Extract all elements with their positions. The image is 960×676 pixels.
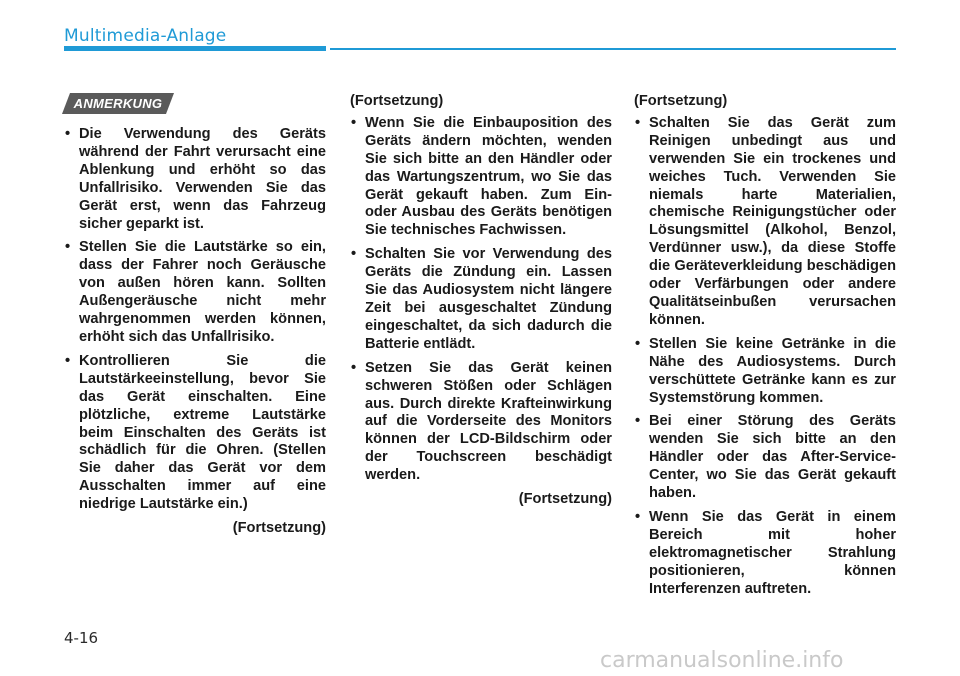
list-item [634,336,896,408]
list-item-text: Setzen Sie das Gerät keinen schweren Stößen oder Schlägen aus. Durch direkte Krafteinwirkung auf die Vorderseite des Monitors können der LCD-Bildschirm oder der Touchscreen beschädigt werden. [365,359,612,484]
page-number: 4-16 [64,629,99,647]
bullet-icon: • [351,359,357,376]
list-item [64,353,326,514]
list-item [634,413,896,503]
column-3-list [634,115,896,599]
list-item-text: Wenn Sie das Gerät in einem Bereich mit hoher elektromagnetischer Strahlung positionieren, können Interferenzen auftreten. [649,508,896,597]
continued-header: (Fortsetzung) [634,93,728,109]
bullet-icon: • [351,246,357,263]
note-badge-label: ANMERKUNG [73,96,163,111]
list-item [350,360,612,485]
list-item-text: Wenn Sie die Einbauposition des Geräts ändern möchten, wenden Sie sich bitte an den Händler oder das Wartungszentrum, wo Sie das Gerät gekauft haben. Zum Ein- oder Ausbau des Geräts benötigen Sie technisches Fachwissen. [365,114,612,239]
watermark: carmanualsonline.info [600,648,844,673]
list-item [634,509,896,599]
bullet-icon: • [635,413,641,430]
column-1 [64,126,326,538]
list-item [64,239,326,346]
list-item [64,126,326,233]
section-title: Multimedia-Anlage [64,26,227,46]
bullet-icon: • [65,126,71,142]
header-rule-thick [64,46,326,51]
list-item-text: Kontrollieren Sie die Lautstärkeeinstellung, bevor Sie das Gerät einschalten. Eine plötzliche, extreme Lautstärke beim Einschalten des Geräts ist schädlich für die Ohren. (Stellen Sie daher das Gerät vor dem Ausschalten immer auf eine niedrige Lautstärke ein.) [79,352,326,513]
bullet-icon: • [635,114,641,131]
list-item-text: Stellen Sie die Lautstärke so ein, dass der Fahrer noch Geräusche von außen hören kann. Sollten Außengeräusche nicht mehr wahrgenommen werden können, erhöht sich das Unfallrisiko. [79,239,326,345]
bullet-icon: • [351,114,357,131]
column-3 [634,93,896,604]
continued-footer: (Fortsetzung) [518,491,612,508]
list-item-text: Bei einer Störung des Geräts wenden Sie sich bitte an den Händler oder das After-Service-Center, wo Sie das Gerät gekauft haben. [649,413,896,502]
list-item-text: Schalten Sie das Gerät zum Reinigen unbedingt aus und verwenden Sie ein trockenes und weiches Tuch. Verwenden Sie niemals harte Materialien, chemische Reinigungstücher oder Lösungsmittel (Alkohol, Benzol, Verdünner usw.), da diese Stoffe die Geräteverkleidung beschädigen oder Verfärbungen oder andere Qualitätseinbußen verursachen können. [649,114,896,328]
header-rule-thin [330,48,896,50]
list-item [350,115,612,240]
list-item-text: Schalten Sie vor Verwendung des Geräts die Zündung ein. Lassen Sie das Audiosystem nicht längere Zeit bei ausgeschaltet Zündung eingeschaltet, da sich dadurch die Batterie entlädt. [365,246,612,352]
list-item [634,115,896,330]
list-item-text: Stellen Sie keine Getränke in die Nähe des Audiosystems. Durch verschüttete Getränke kann es zur Systemstörung kommen. [649,335,896,406]
list-item-text: Die Verwendung des Geräts während der Fahrt verursacht eine Ablenkung und erhöht so das Unfallrisiko. Verwenden Sie das Gerät erst, wenn das Fahrzeug sicher geparkt ist. [79,126,326,232]
continued-footer: (Fortsetzung) [232,520,326,537]
column-1-list [64,126,326,514]
bullet-icon: • [635,335,641,352]
continued-header: (Fortsetzung) [350,93,444,109]
list-item [350,246,612,353]
bullet-icon: • [635,508,641,525]
column-2 [350,93,612,509]
column-2-list [350,115,612,485]
bullet-icon: • [65,239,71,256]
note-badge [62,93,174,114]
bullet-icon: • [65,352,71,369]
